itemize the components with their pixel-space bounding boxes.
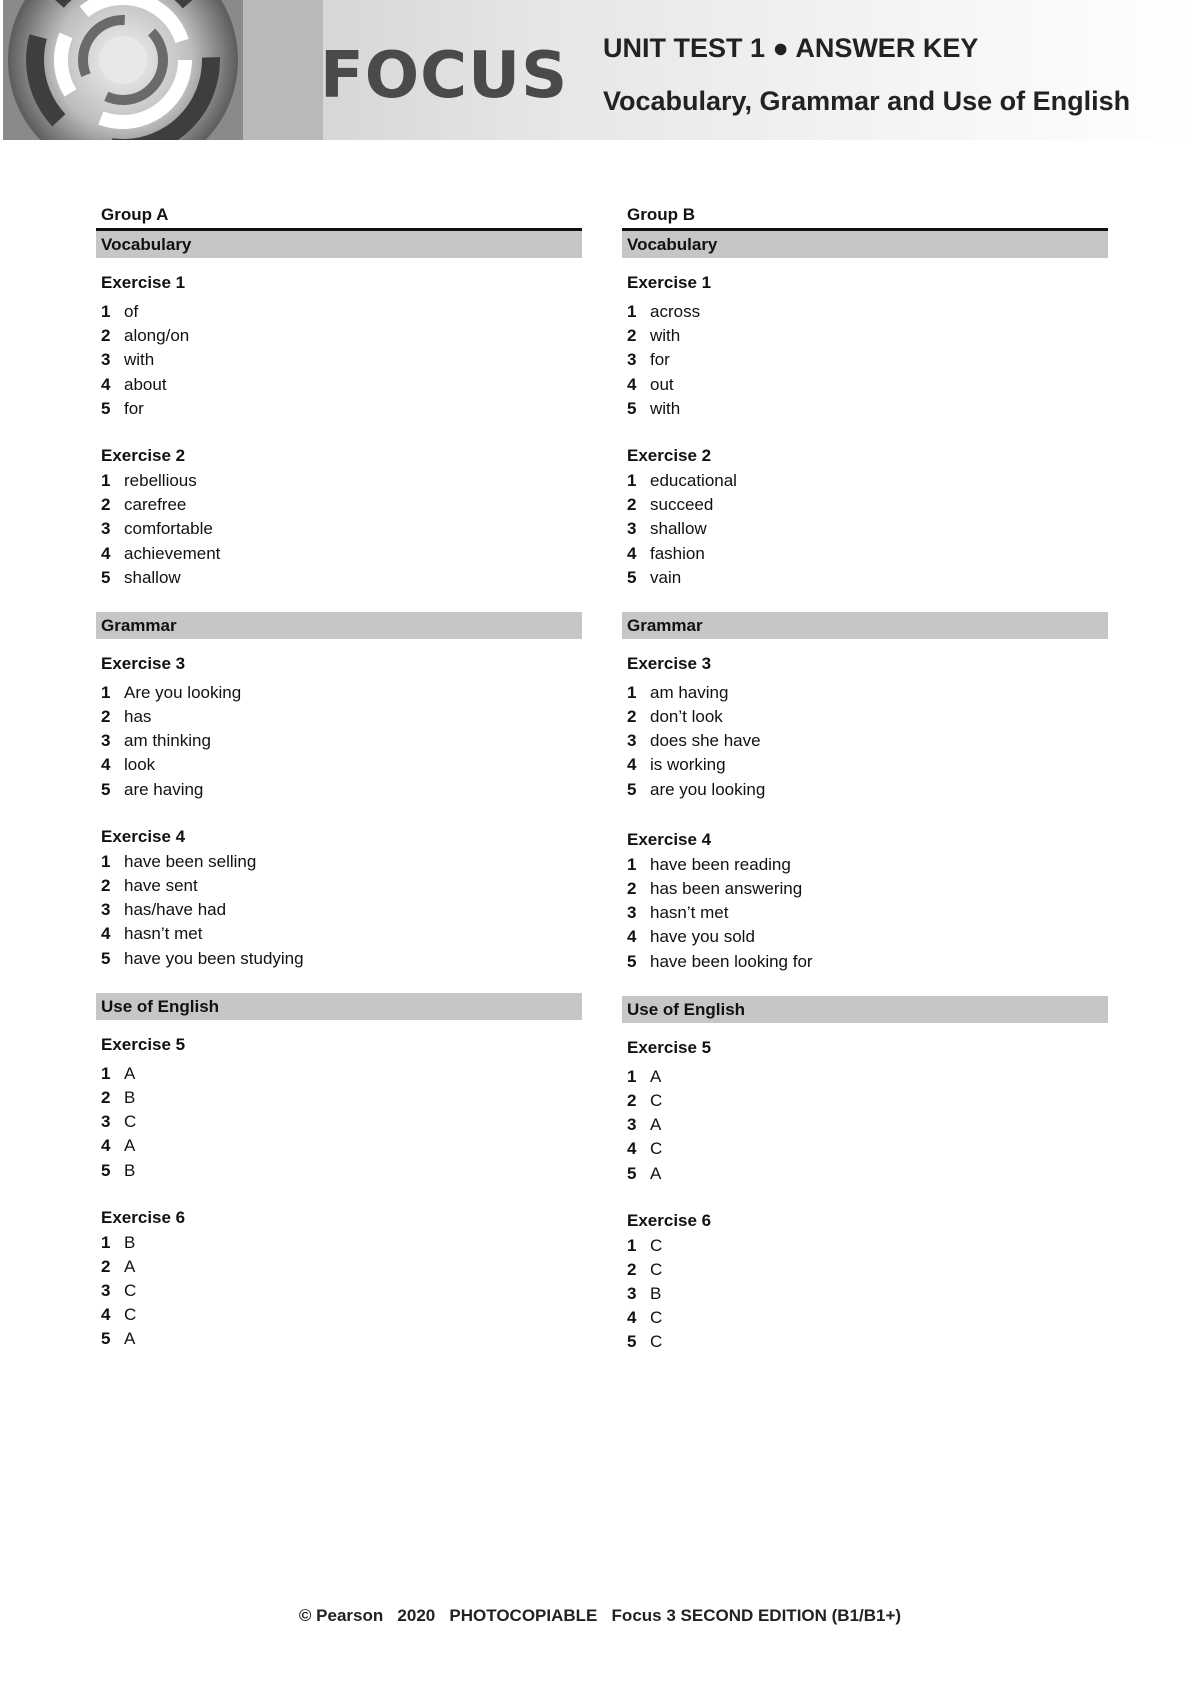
answer-number: 3 <box>627 1115 637 1135</box>
answer-item <box>96 778 582 802</box>
answer-number: 4 <box>101 1136 111 1156</box>
answer-item <box>96 1279 582 1303</box>
answer-number: 3 <box>101 1281 111 1301</box>
answer-text: hasn’t met <box>650 903 729 923</box>
answer-item <box>622 517 1108 541</box>
answer-item <box>622 778 1108 802</box>
answer-list <box>96 469 582 590</box>
answer-number: 5 <box>627 951 637 971</box>
answer-text: are you looking <box>650 779 766 799</box>
answer-text: have been looking for <box>650 951 813 971</box>
answer-number: 3 <box>101 350 111 370</box>
answer-number: 4 <box>627 374 637 394</box>
answer-list <box>96 681 582 802</box>
page-subtitle: Vocabulary, Grammar and Use of English <box>603 86 1131 116</box>
answer-number: 1 <box>101 470 111 490</box>
answer-item <box>96 348 582 372</box>
answer-item <box>96 566 582 590</box>
answer-item <box>622 1330 1108 1354</box>
answer-item <box>96 1134 582 1158</box>
answer-text: with <box>650 398 681 418</box>
answer-item <box>622 542 1108 566</box>
answer-text: is working <box>650 755 726 775</box>
answer-number: 4 <box>101 755 111 775</box>
answer-number: 5 <box>101 567 111 587</box>
answer-number: 1 <box>627 1235 637 1255</box>
answer-item <box>96 1062 582 1086</box>
exercise-title: Exercise 3 <box>101 653 186 673</box>
answer-text: am having <box>650 682 729 702</box>
answer-text: with <box>124 350 155 370</box>
exercise-title: Exercise 3 <box>627 653 712 673</box>
answer-item <box>96 542 582 566</box>
answer-item <box>622 1282 1108 1306</box>
answer-number: 2 <box>101 1087 111 1107</box>
answer-text: C <box>650 1259 663 1279</box>
answer-item <box>96 469 582 493</box>
answer-number: 4 <box>627 1139 637 1159</box>
answer-text: hasn’t met <box>124 924 203 944</box>
answer-item <box>96 517 582 541</box>
exercise-title: Exercise 2 <box>627 445 712 465</box>
answer-number: 4 <box>101 1305 111 1325</box>
answer-text: have been selling <box>124 851 257 871</box>
answer-number: 4 <box>627 927 637 947</box>
answer-number: 3 <box>101 900 111 920</box>
answer-item <box>622 1113 1108 1137</box>
answer-text: about <box>124 374 167 394</box>
answer-number: 3 <box>627 731 637 751</box>
answer-text: has <box>124 707 152 727</box>
answer-text: are having <box>124 779 204 799</box>
answer-text: shallow <box>650 519 707 539</box>
answer-text: C <box>650 1090 663 1110</box>
exercise-title: Exercise 4 <box>101 826 186 846</box>
answer-number: 2 <box>627 1090 637 1110</box>
answer-item <box>622 1258 1108 1282</box>
answer-list <box>622 681 1108 802</box>
group-heading: Group A <box>96 202 582 231</box>
answer-item <box>622 1089 1108 1113</box>
answer-number: 3 <box>627 903 637 923</box>
answer-number: 1 <box>627 302 637 321</box>
answer-number: 1 <box>101 851 111 871</box>
answer-item <box>96 373 582 397</box>
answer-list <box>96 850 582 971</box>
answer-text: A <box>650 1066 662 1086</box>
answer-number: 4 <box>101 924 111 944</box>
answer-text: vain <box>650 567 682 587</box>
answer-item <box>622 681 1108 705</box>
answer-item <box>622 324 1108 348</box>
answer-item <box>622 469 1108 493</box>
answer-item <box>96 493 582 517</box>
answer-number: 1 <box>627 854 637 874</box>
answer-item <box>96 922 582 946</box>
answer-text: achievement <box>124 543 221 563</box>
exercise-title: Exercise 6 <box>101 1207 186 1227</box>
answer-item <box>622 348 1108 372</box>
section-grammar: Grammar <box>622 612 1108 639</box>
answer-number: 3 <box>101 519 111 539</box>
section-use-of-english: Use of English <box>96 993 582 1020</box>
answer-item <box>96 850 582 874</box>
answer-number: 1 <box>627 682 637 702</box>
answer-text: C <box>650 1308 663 1328</box>
answer-item <box>622 566 1108 590</box>
answer-text: have you sold <box>650 927 755 947</box>
answer-item <box>96 1231 582 1255</box>
answer-item <box>622 729 1108 753</box>
answer-text: B <box>124 1232 136 1252</box>
answer-number: 4 <box>101 543 111 563</box>
answer-item <box>96 947 582 971</box>
answer-item <box>622 493 1108 517</box>
answer-number: 5 <box>627 1163 637 1183</box>
answer-text: along/on <box>124 326 190 346</box>
answer-item <box>622 753 1108 777</box>
answer-item <box>622 373 1108 397</box>
answer-item <box>622 877 1108 901</box>
answer-number: 2 <box>627 1259 637 1279</box>
answer-number: 4 <box>101 374 111 394</box>
answer-number: 5 <box>627 567 637 587</box>
answer-number: 5 <box>101 398 111 418</box>
answer-text: for <box>650 350 670 370</box>
answer-list <box>622 853 1108 974</box>
answer-text: carefree <box>124 495 187 515</box>
answer-text: A <box>650 1163 662 1183</box>
answer-item <box>622 1234 1108 1258</box>
section-use-of-english: Use of English <box>622 996 1108 1023</box>
exercise-title: Exercise 1 <box>627 273 712 292</box>
answer-number: 2 <box>101 1256 111 1276</box>
answer-number: 1 <box>101 1063 111 1083</box>
answer-item <box>622 300 1108 324</box>
answer-text: educational <box>650 470 737 490</box>
answer-text: A <box>124 1256 136 1276</box>
answer-list <box>96 1231 582 1352</box>
answer-item <box>96 874 582 898</box>
answer-item <box>96 1255 582 1279</box>
answer-item <box>622 1065 1108 1089</box>
answer-list <box>622 1065 1108 1186</box>
page-title: UNIT TEST 1 ● ANSWER KEY <box>603 33 979 63</box>
answer-item <box>96 1086 582 1110</box>
answer-text: B <box>124 1160 136 1180</box>
answer-text: don’t look <box>650 707 723 727</box>
answer-item <box>96 729 582 753</box>
answer-text: comfortable <box>124 519 213 539</box>
answer-text: A <box>650 1115 662 1135</box>
answer-text: A <box>124 1136 136 1156</box>
answer-text: have been reading <box>650 854 791 874</box>
answer-text: has/have had <box>124 900 227 920</box>
answer-text: shallow <box>124 567 181 587</box>
answer-number: 1 <box>101 682 111 702</box>
answer-text: has been answering <box>650 879 803 898</box>
answer-text: C <box>124 1281 137 1301</box>
answer-item <box>96 1303 582 1327</box>
brand-logo-text: FOCUS <box>320 39 569 113</box>
answer-text: across <box>650 302 701 321</box>
exercise-title: Exercise 1 <box>101 273 186 292</box>
answer-number: 5 <box>627 779 637 799</box>
exercise-title: Exercise 2 <box>101 445 186 465</box>
answer-number: 2 <box>101 707 111 727</box>
answer-text: am thinking <box>124 731 211 751</box>
answer-number: 4 <box>627 1308 637 1328</box>
answer-item <box>96 681 582 705</box>
answer-number: 2 <box>627 707 637 727</box>
answer-text: out <box>650 374 674 394</box>
answer-text: B <box>124 1087 136 1107</box>
answer-text: C <box>650 1332 663 1352</box>
answer-number: 1 <box>627 470 637 490</box>
answer-text: C <box>650 1235 663 1255</box>
answer-number: 2 <box>627 326 637 346</box>
answer-number: 2 <box>627 879 637 898</box>
answer-text: Are you looking <box>124 682 242 702</box>
page-header <box>3 0 1197 140</box>
section-grammar: Grammar <box>96 612 582 639</box>
exercise-title: Exercise 5 <box>101 1034 186 1054</box>
section-vocabulary: Vocabulary <box>96 231 582 258</box>
answer-text: of <box>124 302 139 321</box>
answer-list <box>96 300 582 421</box>
answer-list <box>622 469 1108 590</box>
answer-list <box>96 1062 582 1183</box>
answer-number: 5 <box>101 1160 111 1180</box>
answer-item <box>96 898 582 922</box>
answer-number: 3 <box>101 731 111 751</box>
answer-item <box>622 705 1108 729</box>
answer-number: 3 <box>627 350 637 370</box>
answer-item <box>622 925 1108 949</box>
answer-item <box>96 1327 582 1351</box>
focus-logo-swirl-icon <box>3 0 323 140</box>
answer-number: 5 <box>627 398 637 418</box>
answer-text: C <box>124 1112 137 1132</box>
answer-item <box>96 1159 582 1183</box>
answer-text: with <box>650 326 681 346</box>
answer-item <box>96 397 582 421</box>
exercise-title: Exercise 4 <box>627 829 712 849</box>
answer-item <box>96 705 582 729</box>
answer-number: 4 <box>627 755 637 775</box>
answer-number: 3 <box>101 1112 111 1132</box>
answer-number: 5 <box>101 1329 111 1349</box>
answer-number: 3 <box>627 519 637 539</box>
answer-text: C <box>124 1305 137 1325</box>
answer-number: 2 <box>101 326 111 346</box>
answer-text: C <box>650 1139 663 1159</box>
answer-text: A <box>124 1063 136 1083</box>
answer-number: 1 <box>101 1232 111 1252</box>
answer-item <box>622 1306 1108 1330</box>
answer-item <box>96 300 582 324</box>
answer-item <box>622 901 1108 925</box>
group-heading: Group B <box>622 202 1108 231</box>
answer-item <box>622 1162 1108 1186</box>
answer-text: have you been studying <box>124 948 304 968</box>
answer-number: 5 <box>101 948 111 968</box>
exercise-title: Exercise 6 <box>627 1210 712 1230</box>
answer-number: 3 <box>627 1284 637 1304</box>
answer-item <box>622 950 1108 974</box>
answer-number: 1 <box>101 302 111 321</box>
answer-list <box>622 300 1108 421</box>
answer-item <box>96 753 582 777</box>
group-b-column <box>622 202 1108 1355</box>
answer-text: for <box>124 398 144 418</box>
answer-text: have sent <box>124 876 198 895</box>
answer-item <box>622 397 1108 421</box>
answer-text: fashion <box>650 543 705 563</box>
answer-item <box>96 1110 582 1134</box>
answer-list <box>622 1234 1108 1355</box>
answer-text: B <box>650 1284 662 1304</box>
answer-item <box>622 1137 1108 1161</box>
answer-number: 5 <box>627 1332 637 1352</box>
answer-text: succeed <box>650 495 714 515</box>
answer-number: 5 <box>101 779 111 799</box>
answer-text: look <box>124 755 156 775</box>
answer-number: 2 <box>627 495 637 515</box>
answer-text: A <box>124 1329 136 1349</box>
answer-item <box>96 324 582 348</box>
answer-number: 4 <box>627 543 637 563</box>
answer-number: 2 <box>101 495 111 515</box>
page-footer: © Pearson 2020 PHOTOCOPIABLE Focus 3 SECOND EDITION (B1/B1+) <box>298 1606 902 1625</box>
answer-text: rebellious <box>124 470 197 490</box>
exercise-title: Exercise 5 <box>627 1037 712 1057</box>
answer-number: 1 <box>627 1066 637 1086</box>
section-vocabulary: Vocabulary <box>622 231 1108 258</box>
answer-item <box>622 853 1108 877</box>
answer-number: 2 <box>101 876 111 895</box>
group-a-column <box>96 202 582 1352</box>
answer-text: does she have <box>650 731 761 751</box>
